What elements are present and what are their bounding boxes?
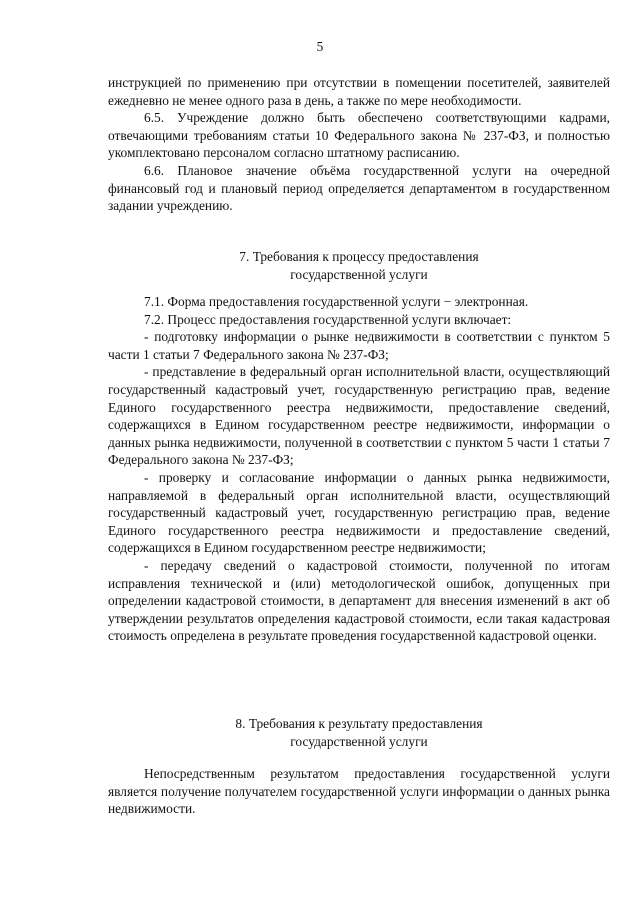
page-number: 5 bbox=[316, 39, 324, 54]
section-7-body bbox=[108, 293, 610, 645]
list-item: - передачу сведений о кадастровой стоимости, полученной по итогам исправления технической и (или) методологической ошибок, допущенных при определении кадастровой стоимости, в департамент для внесения изменений в акт об утверждении результатов определения кадастровой стоимости, если такая кадастровая стоимость определена в результате проведения государственной кадастровой оценки. bbox=[108, 557, 610, 644]
section-7-heading-line1: 7. Требования к процессу предоставления bbox=[239, 249, 479, 264]
section-7-heading bbox=[108, 248, 610, 283]
section-7-heading-line2: государственной услуги bbox=[290, 266, 428, 282]
list-item: - проверку и согласование информации о данных рынка недвижимости, направляемой в федеральный орган исполнительной власти, осуществляющий государственный кадастровый учет, государственную регистрацию прав, ведение Единого государственного реестра недвижимости и предоставление сведений, содержащихся в Едином государственном реестре недвижимости; bbox=[108, 469, 610, 556]
section-8-heading-line1: 8. Требования к результату предоставления bbox=[235, 716, 483, 731]
paragraph-7-2: 7.2. Процесс предоставления государственной услуги включает: bbox=[144, 311, 512, 327]
paragraph-8-result: Непосредственным результатом предоставления государственной услуги является получение получателем государственной услуги информации о данных рынка недвижимости. bbox=[108, 766, 610, 817]
section-8-heading-line2: государственной услуги bbox=[290, 733, 428, 749]
paragraph-6-5: 6.5. Учреждение должно быть обеспечено соответствующими кадрами, отвечающими требованиям статьи 10 Федерального закона № 237-ФЗ, и полностью укомплектовано персоналом согласно штатному расписанию. bbox=[108, 110, 610, 161]
section-8-body bbox=[108, 765, 610, 818]
top-paragraphs bbox=[108, 74, 610, 215]
paragraph-continuation: инструкцией по применению при отсутствии в помещении посетителей, заявителей ежедневно не менее одного раза в день, а также по мере необходимости. bbox=[108, 75, 610, 108]
list-item: - подготовку информации о рынке недвижимости в соответствии с пунктом 5 части 1 статьи 7 Федерального закона № 237-ФЗ; bbox=[108, 329, 610, 362]
paragraph-7-1: 7.1. Форма предоставления государственной услуги − электронная. bbox=[144, 294, 529, 309]
list-item: - представление в федеральный орган исполнительной власти, осуществляющий государственный кадастровый учет, государственную регистрацию прав, ведение Единого государственного реестра недвижимости, предоставление сведений, содержащихся в Едином государственном реестре недвижимости, информации о данных рынка недвижимости, полученной в соответствии с пунктом 5 части 1 статьи 7 Федерального закона № 237-ФЗ; bbox=[108, 364, 610, 468]
paragraph-6-6: 6.6. Плановое значение объёма государственной услуги на очередной финансовый год и плановый период определяется департаментом в государственном задании учреждению. bbox=[108, 162, 610, 214]
section-8-heading bbox=[108, 715, 610, 750]
